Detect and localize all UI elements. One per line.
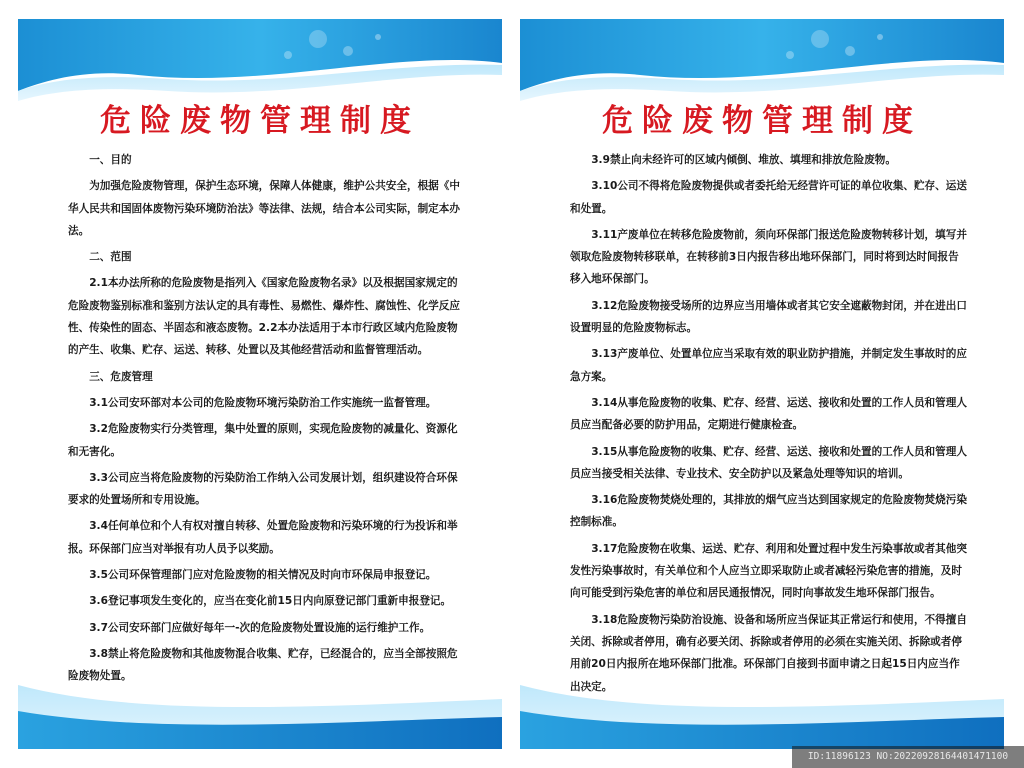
paragraph: 3.2危险废物实行分类管理，集中处置的原则，实现危险废物的减量化、资源化和无害化。 xyxy=(68,423,458,458)
paragraph: 为加强危险废物管理，保护生态环境，保障人体健康，维护公共安全，根据《中华人民共和国固体废物污染环境防治法》等法律、法规，结合本公司实际，制定本办法。 xyxy=(68,180,460,237)
paragraph: 3.16危险废物焚烧处理的，其排放的烟气应当达到国家规定的危险废物焚烧污染控制标准。 xyxy=(570,494,967,529)
paragraph: 3.12危险废物接受场所的边界应当用墙体或者其它安全遮蔽物封闭，并在进出口设置明显的危险废物标志。 xyxy=(570,299,967,335)
paragraph: 3.17危险废物在收集、运送、贮存、利用和处置过程中发生污染事故或者其他突发性污染事故时，有关单位和个人应当立即采取防止或者减轻污染危害的措施，及时向可能受到污染危害的单位和居民通报情况，同时向事故发生地环保部门报告。 xyxy=(570,542,967,600)
image-id-watermark: ID:11896123 NO:20220928164401471100 xyxy=(792,746,1024,768)
poster-left xyxy=(18,19,502,749)
site-watermark: 昵享网 www.nipic.com xyxy=(8,748,203,766)
page-title: 危险废物管理制度 xyxy=(602,103,922,139)
paragraph: 二、范围 xyxy=(89,251,132,264)
paragraph: 3.3公司应当将危险废物的污染防治工作纳入公司发展计划，组织建设符合环保要求的处置场所和专用设施。 xyxy=(68,471,458,507)
paragraph: 2.1本办法所称的危险废物是指列入《国家危险废物名录》以及根据国家规定的危险废物鉴别标准和鉴别方法认定的具有毒性、易燃性、爆炸性、腐蚀性、化学反应性、传染性的固态、半固态和液态废物。2.2本办法适用于本市行政区域内危险废物的产生、收集、贮存、运送、转移、处置以及其他经营活动和监督管理活动。 xyxy=(68,277,460,357)
paragraph: 3.14从事危险废物的收集、贮存、经营、运送、接收和处置的工作人员和管理人员应当配备必要的防护用品，定期进行健康检查。 xyxy=(570,396,967,432)
paragraph: 3.6登记事项发生变化的，应当在变化前15日内向原登记部门重新申报登记。 xyxy=(89,595,452,608)
body-text xyxy=(570,149,967,698)
footer-wave-decoration xyxy=(18,677,502,749)
paragraph: 3.7公司安环部门应做好每年一-次的危险废物处置设施的运行维护工作。 xyxy=(89,621,431,634)
paragraph: 3.9禁止向未经许可的区域内倾倒、堆放、填埋和排放危险废物。 xyxy=(591,154,896,166)
paragraph: 3.13产废单位、处置单位应当采取有效的职业防护措施，并制定发生事故时的应急方案。 xyxy=(570,348,967,383)
page-title: 危险废物管理制度 xyxy=(100,103,420,139)
paragraph: 3.15从事危险废物的收集、贮存、经营、运送、接收和处置的工作人员和管理人员应当接受相关法律、专业技术、安全防护以及紧急处理等知识的培训。 xyxy=(570,445,967,480)
paragraph: 三、危废管理 xyxy=(89,370,153,383)
paragraph: 一、目的 xyxy=(89,154,132,166)
paragraph: 3.5公司环保管理部门应对危险废物的相关情况及时向市环保局申报登记。 xyxy=(89,569,437,582)
paragraph: 3.8禁止将危险废物和其他废物混合收集、贮存，已经混合的，应当全部按照危险废物处置。 xyxy=(68,647,458,683)
paragraph: 3.10公司不得将危险废物提供或者委托给无经营许可证的单位收集、贮存、运送和处置。 xyxy=(570,180,967,215)
header-wave-decoration xyxy=(18,19,502,101)
body-text xyxy=(68,149,465,688)
poster-right xyxy=(520,19,1004,749)
footer-wave-decoration xyxy=(520,677,1004,749)
paragraph: 3.1公司安环部对本公司的危险废物环境污染防治工作实施统一监督管理。 xyxy=(89,396,437,409)
header-wave-decoration xyxy=(520,19,1004,101)
paragraph: 3.18危险废物污染防治设施、设备和场所应当保证其正常运行和使用，不得擅自关闭、拆除或者停用，确有必要关闭、拆除或者停用的必须在实施关闭、拆除或者停用前20日内报所在地环保部门批准。环保部门自接到书面申请之日起15日内应当作出决定。 xyxy=(570,613,967,693)
paragraph: 3.11产废单位在转移危险废物前，须向环保部门报送危险废物转移计划，填写并领取危险废物转移联单，在转移前3日内报告移出地环保部门，同时将到达时间报告移入地环保部门。 xyxy=(570,228,967,286)
paragraph: 3.4任何单位和个人有权对擅自转移、处置危险废物和污染环境的行为投诉和举报。环保部门应当对举报有功人员予以奖励。 xyxy=(68,520,458,555)
